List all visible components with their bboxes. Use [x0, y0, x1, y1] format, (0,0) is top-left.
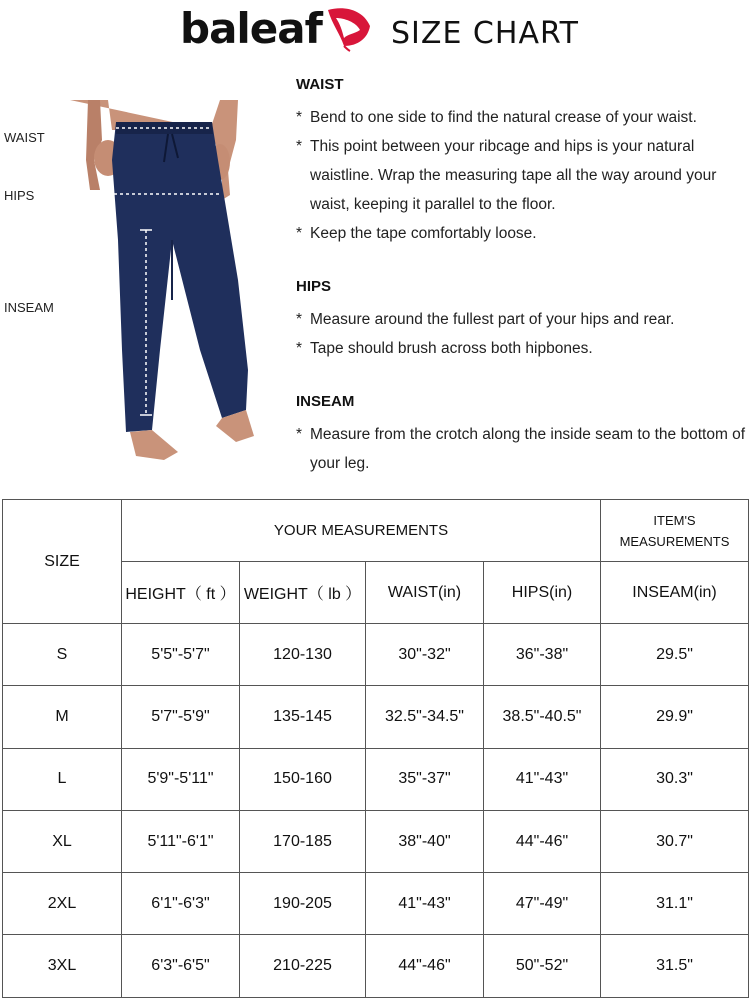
- table-cell: 30.7": [601, 810, 749, 872]
- table-cell: 5'9"-5'11": [122, 748, 240, 810]
- table-cell: 190-205: [240, 873, 366, 935]
- table-row: [3, 748, 749, 810]
- pants-illustration: [60, 100, 255, 470]
- waist-tip: * Bend to one side to find the natural crease of your waist.: [296, 109, 697, 126]
- table-cell: S: [3, 624, 122, 686]
- waist-heading: WAIST: [296, 76, 344, 93]
- table-cell: 30.3": [601, 748, 749, 810]
- table-cell: 36"-38": [484, 624, 601, 686]
- table-cell: 120-130: [240, 624, 366, 686]
- table-cell: 32.5"-34.5": [366, 686, 484, 748]
- table-cell: 31.1": [601, 873, 749, 935]
- figure-label-hips: HIPS: [4, 188, 35, 203]
- table-cell: 41"-43": [366, 873, 484, 935]
- measurement-guide: [296, 74, 746, 498]
- waist-tip: * This point between your ribcage and hips is your natural waistline. Wrap the measuring tape all the way around your waist, keeping it parallel to the floor.: [296, 138, 717, 213]
- table-cell: 35"-37": [366, 748, 484, 810]
- table-cell: 47"-49": [484, 873, 601, 935]
- table-cell: XL: [3, 810, 122, 872]
- table-header-row: [3, 500, 749, 562]
- table-cell: 210-225: [240, 935, 366, 997]
- table-row: [3, 686, 749, 748]
- table-cell: 170-185: [240, 810, 366, 872]
- column-header: WAIST(in): [366, 562, 484, 624]
- table-cell: 38.5"-40.5": [484, 686, 601, 748]
- hips-section: [296, 276, 746, 363]
- table-row: [3, 935, 749, 997]
- table-cell: 41"-43": [484, 748, 601, 810]
- table-cell: 5'5"-5'7": [122, 624, 240, 686]
- table-row: [3, 624, 749, 686]
- figure-label-inseam: INSEAM: [4, 300, 54, 315]
- hips-tip: * Tape should brush across both hipbones.: [296, 340, 593, 357]
- table-cell: L: [3, 748, 122, 810]
- table-cell: 5'7"-5'9": [122, 686, 240, 748]
- table-cell: 5'11"-6'1": [122, 810, 240, 872]
- table-cell: 135-145: [240, 686, 366, 748]
- table-cell: 31.5": [601, 935, 749, 997]
- table-cell: 38"-40": [366, 810, 484, 872]
- figure-label-waist: WAIST: [4, 130, 45, 145]
- table-cell: 29.5": [601, 624, 749, 686]
- header: [0, 0, 750, 62]
- brand-name: baleaf: [180, 4, 322, 53]
- table-cell: 29.9": [601, 686, 749, 748]
- table-cell: 6'3"-6'5": [122, 935, 240, 997]
- table-row: [3, 873, 749, 935]
- size-chart-table: [2, 499, 749, 998]
- column-header: HEIGHT（ ft ）: [122, 562, 240, 624]
- leaf-logo-icon: [322, 4, 374, 52]
- inseam-section: [296, 391, 746, 478]
- column-header: HIPS(in): [484, 562, 601, 624]
- pants-figure: [0, 90, 290, 470]
- your-measurements-header: YOUR MEASUREMENTS: [122, 500, 601, 562]
- waist-tip: * Keep the tape comfortably loose.: [296, 225, 537, 242]
- inseam-tip: * Measure from the crotch along the inside seam to the bottom of your leg.: [296, 426, 746, 472]
- size-header-cell: SIZE: [3, 500, 122, 624]
- hips-heading: HIPS: [296, 278, 332, 295]
- table-cell: 44"-46": [484, 810, 601, 872]
- column-header: WEIGHT（ lb ）: [240, 562, 366, 624]
- table-row: [3, 810, 749, 872]
- column-header: INSEAM(in): [601, 562, 749, 624]
- table-cell: 150-160: [240, 748, 366, 810]
- table-cell: 3XL: [3, 935, 122, 997]
- waist-section: [296, 74, 746, 248]
- table-cell: 6'1"-6'3": [122, 873, 240, 935]
- table-cell: 44"-46": [366, 935, 484, 997]
- table-cell: M: [3, 686, 122, 748]
- table-cell: 2XL: [3, 873, 122, 935]
- hips-tip: * Measure around the fullest part of your hips and rear.: [296, 311, 675, 328]
- table-cell: 50"-52": [484, 935, 601, 997]
- chart-title: SIZE CHART: [391, 16, 579, 51]
- inseam-heading: INSEAM: [296, 393, 355, 410]
- items-measurements-header: ITEM'S MEASUREMENTS: [601, 500, 749, 562]
- table-cell: 30"-32": [366, 624, 484, 686]
